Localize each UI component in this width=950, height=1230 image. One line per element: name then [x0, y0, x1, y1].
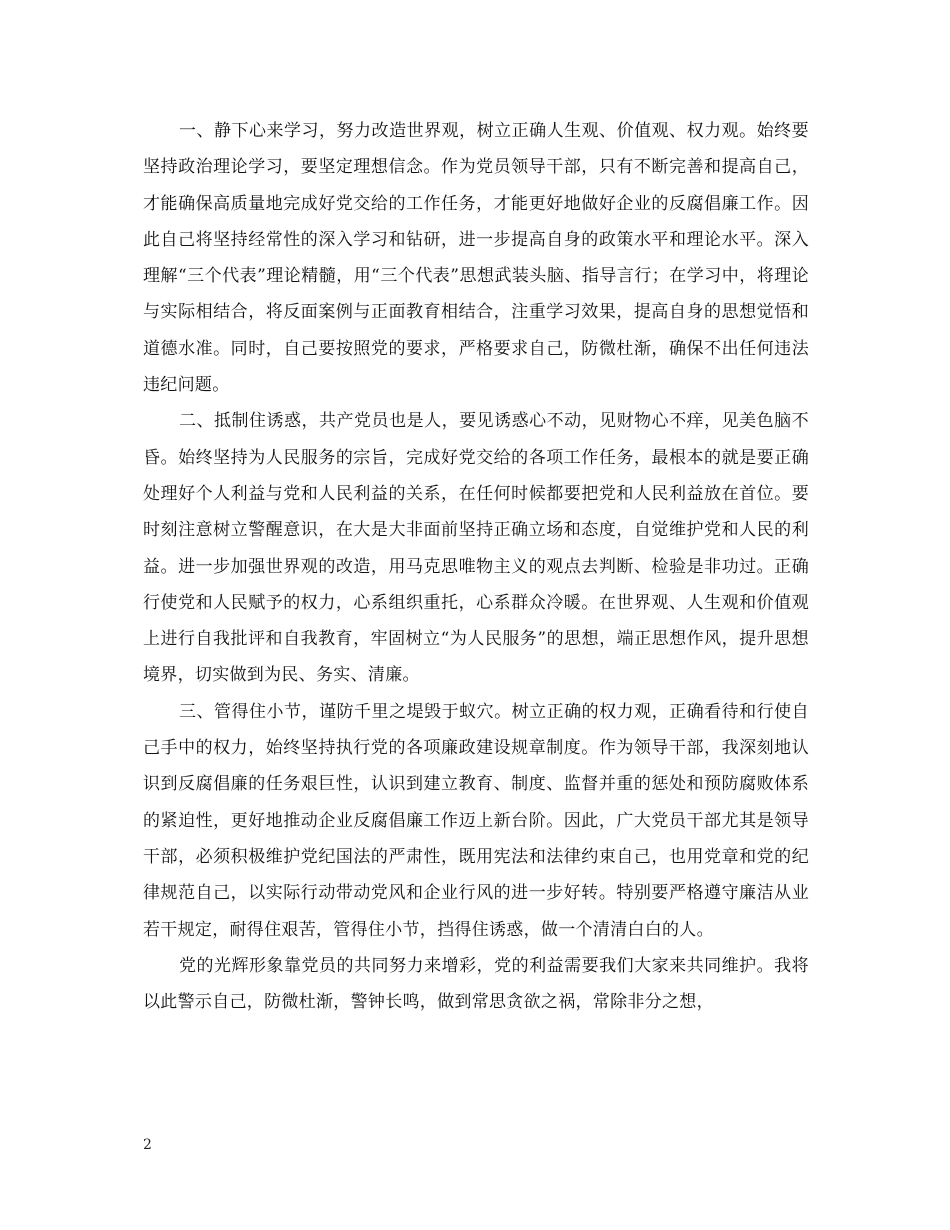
paragraph-1: 一、静下心来学习，努力改造世界观，树立正确人生观、价值观、权力观。始终要坚持政治理论学习，要坚定理想信念。作为党员领导干部，只有不断完善和提高自己，才能确保高质量地完成好党交给的工作任务，才能更好地做好企业的反腐倡廉工作。因此自己将坚持经常性的深入学习和钻研，进一步提高自身的政策水平和理论水平。深入理解“三个代表”理论精髓，用“三个代表”思想武装头脑、指导言行；在学习中，将理论与实际相结合，将反面案例与正面教育相结合，注重学习效果，提高自身的思想觉悟和道德水准。同时，自己要按照党的要求，严格要求自己，防微杜渐，确保不出任何违法违纪问题。 — [143, 121, 809, 396]
document-body — [143, 113, 809, 1020]
paragraph-4: 党的光辉形象靠党员的共同努力来增彩，党的利益需要我们大家来共同维护。我将以此警示自己，防微杜渐，警钟长鸣，做到常思贪欲之祸，常除非分之想， — [143, 955, 809, 1013]
page-number: 2 — [143, 1137, 152, 1153]
paragraph-2: 二、抵制住诱惑，共产党员也是人，要见诱惑心不动，见财物心不痒，见美色脑不昏。始终坚持为人民服务的宗旨，完成好党交给的各项工作任务，最根本的就是要正确处理好个人利益与党和人民利益的关系，在任何时候都要把党和人民利益放在首位。要时刻注意树立警醒意识，在大是大非面前坚持正确立场和态度，自觉维护党和人民的利益。进一步加强世界观的改造，用马克思唯物主义的观点去判断、检验是非功过。正确行使党和人民赋予的权力，心系组织重托，心系群众冷暖。在世界观、人生观和价值观上进行自我批评和自我教育，牢固树立“为人民服务”的思想，端正思想作风，提升思想境界，切实做到为民、务实、清廉。 — [143, 411, 809, 686]
paragraph-3: 三、管得住小节，谨防千里之堤毁于蚁穴。树立正确的权力观，正确看待和行使自己手中的权力，始终坚持执行党的各项廉政建设规章制度。作为领导干部，我深刻地认识到反腐倡廉的任务艰巨性，认识到建立教育、制度、监督并重的惩处和预防腐败体系的紧迫性，更好地推动企业反腐倡廉工作迈上新台阶。因此，广大党员干部尤其是领导干部，必须积极维护党纪国法的严肃性，既用宪法和法律约束自己，也用党章和党的纪律规范自己，以实际行动带动党风和企业行风的进一步好转。特别要严格遵守廉洁从业若干规定，耐得住艰苦，管得住小节，挡得住诱惑，做一个清清白白的人。 — [143, 701, 809, 940]
